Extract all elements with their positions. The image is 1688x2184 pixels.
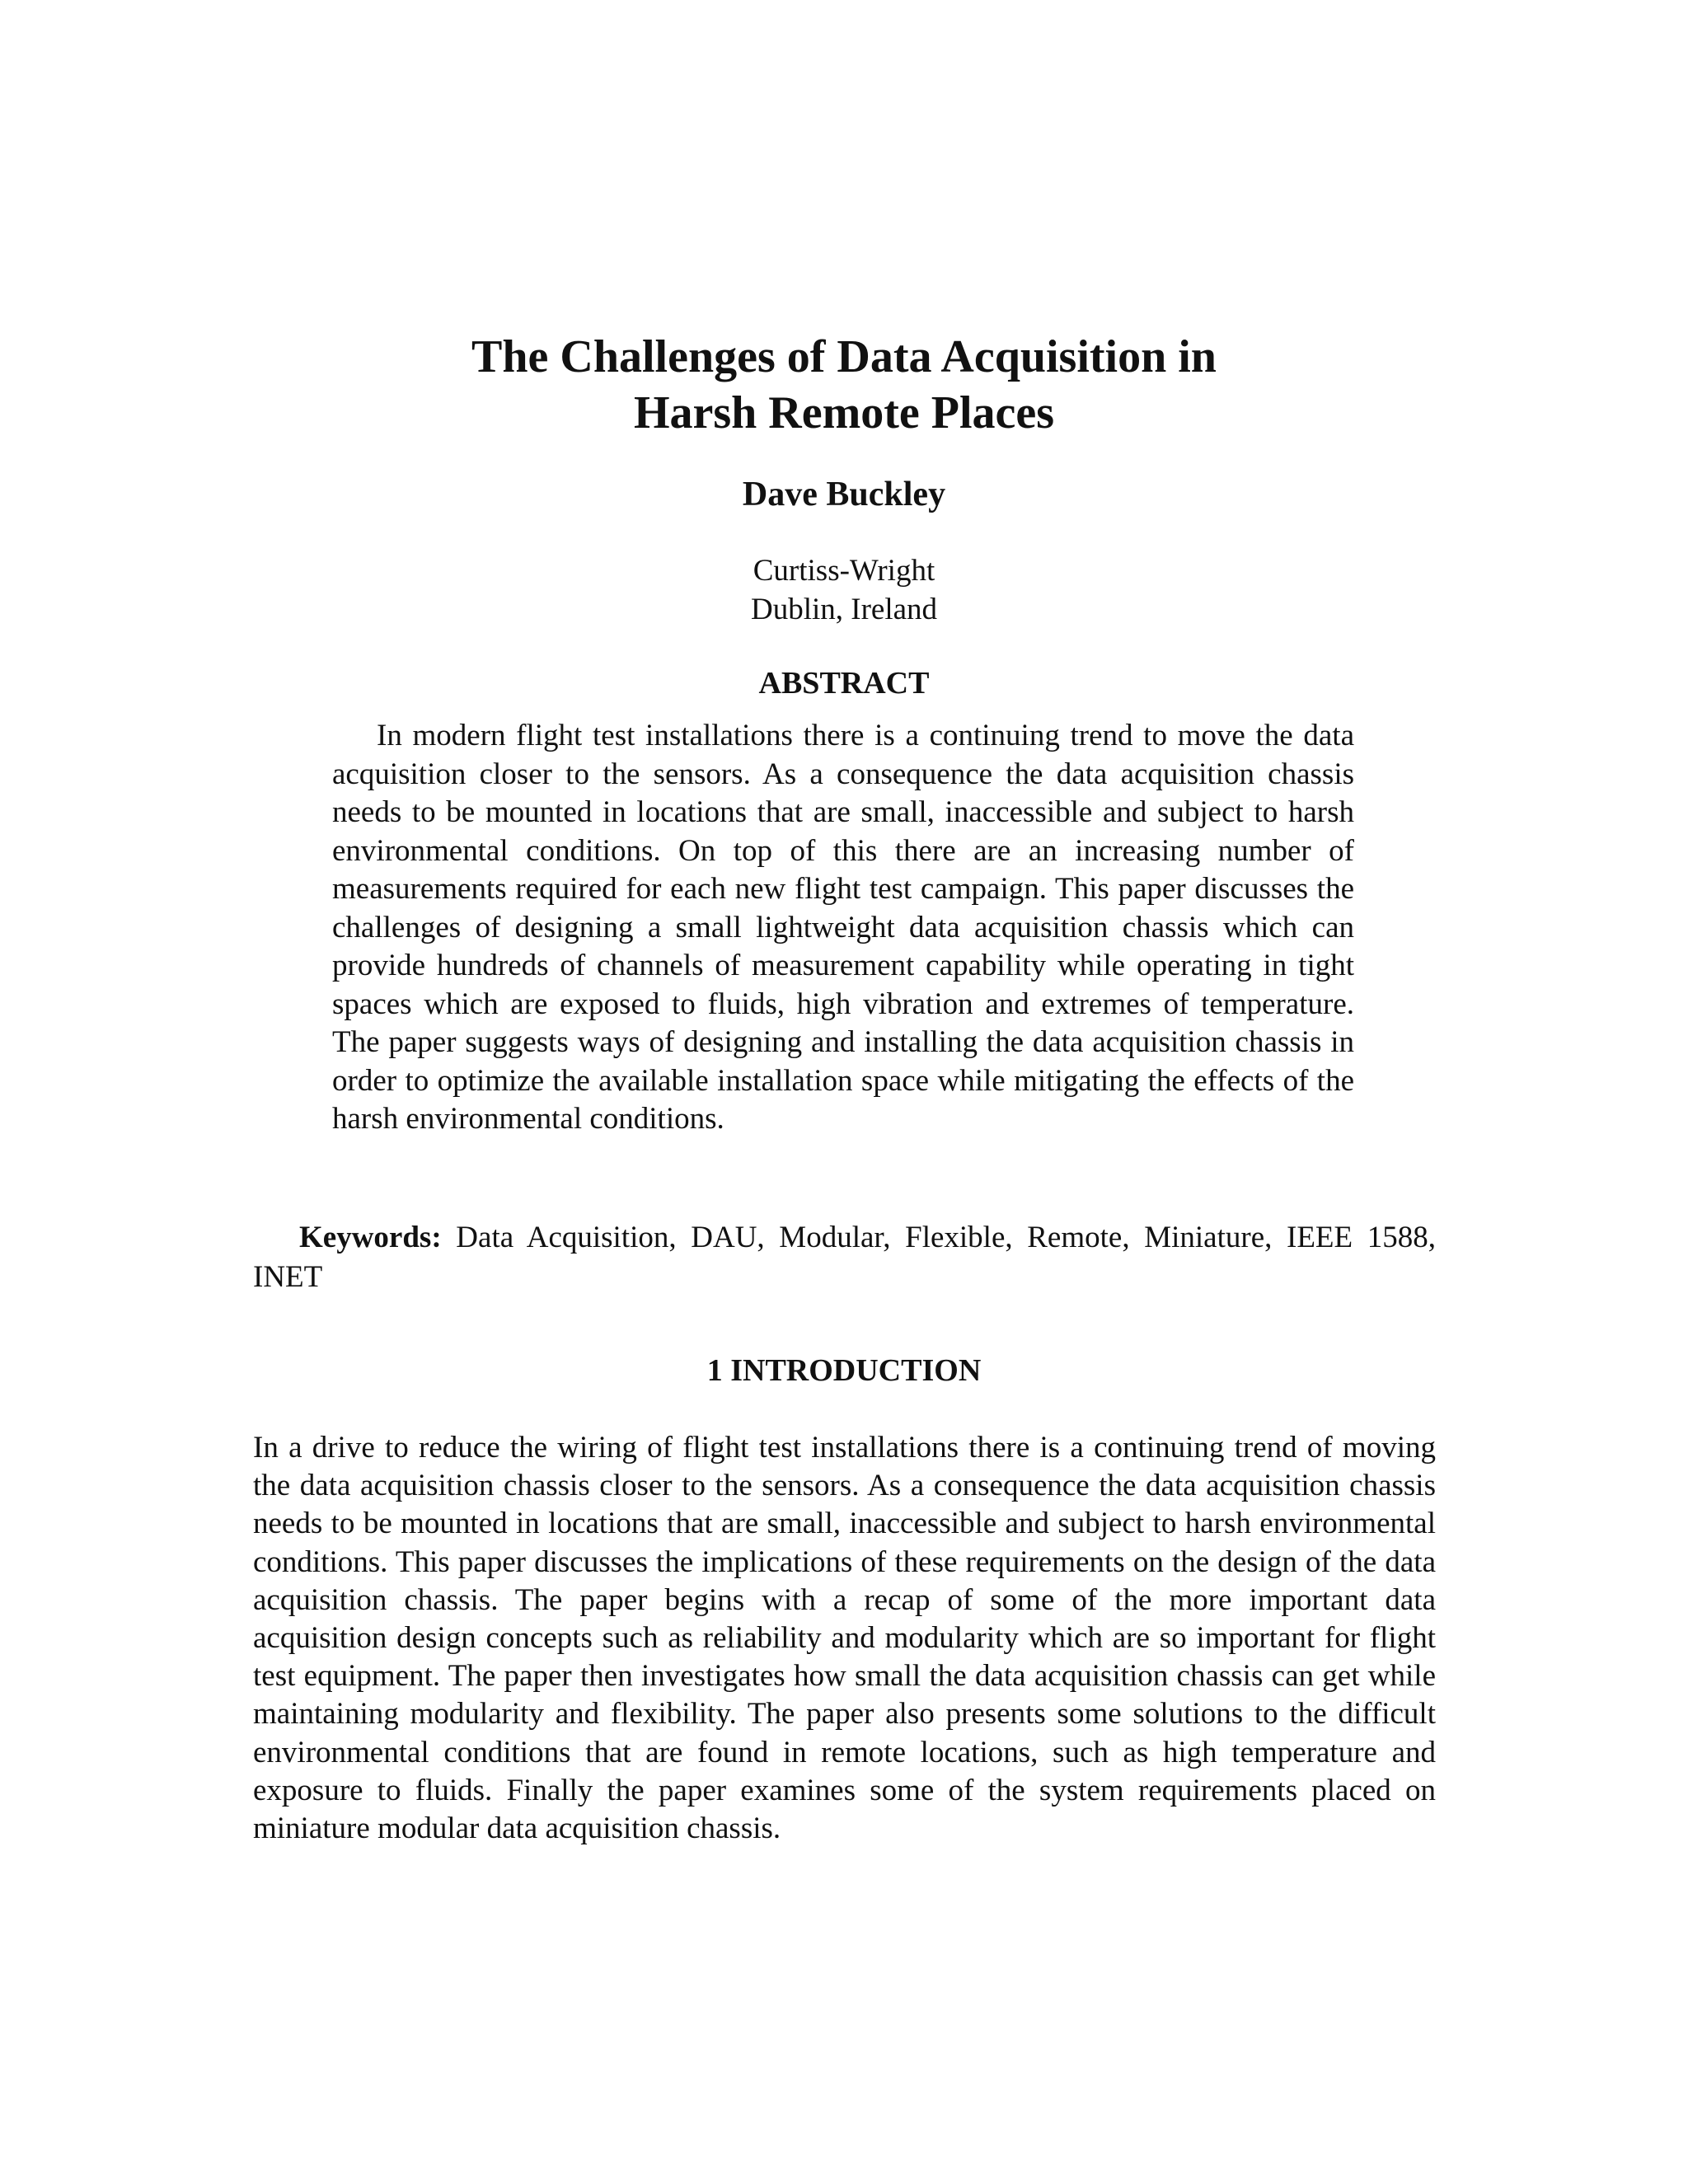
introduction-text: In a drive to reduce the wiring of flight test installations there is a continuing trend of moving the data acquisition chassis closer to the sensors. As a consequence the data acquisition chassis needs to be mounted in locations that are small, inaccessible and subject to harsh environmental conditions. This paper discusses the implications of these requirements on the design of the data acquisition chassis. The paper begins with a recap of some of the more important data acquisition design concepts such as reliability and modularity which are so important for flight test equipment. The paper then investigates how small the data acquisition chassis can get while maintaining modularity and flexibility. The paper also presents some solutions to the difficult environmental conditions that are found in remote locations, such as high temperature and exposure to fluids. Finally the paper examines some of the system requirements placed on miniature modular data acquisition chassis.	[253, 1431, 1436, 1846]
keywords-paragraph	[253, 1218, 1436, 1297]
section-heading-introduction: 1 INTRODUCTION	[706, 1353, 982, 1388]
abstract-heading: ABSTRACT	[758, 666, 930, 701]
paper-title-line-1: The Challenges of Data Acquisition in	[471, 331, 1217, 382]
author-name: Dave Buckley	[742, 476, 946, 513]
abstract-text: In modern flight test installations there is a continuing trend to move the data acquisition closer to the sensors. As a consequence the data acquisition chassis needs to be mounted in locations that are small, inaccessible and subject to harsh environmental conditions. On top of this there are an increasing number of measurements required for each new flight test campaign. This paper discusses the challenges of designing a small lightweight data acquisition chassis which can provide hundreds of channels of measurement capability while operating in tight spaces which are exposed to fluids, high vibration and extremes of temperature. The paper suggests ways of designing and installing the data acquisition chassis in order to optimize the available installation space while mitigating the effects of the harsh environmental conditions.	[332, 719, 1354, 1136]
paper-title-line-2: Harsh Remote Places	[633, 387, 1055, 438]
keywords-label: Keywords:	[299, 1221, 442, 1254]
affiliation-organization: Curtiss-Wright	[753, 554, 935, 588]
affiliation-location: Dublin, Ireland	[750, 593, 938, 626]
keywords-text: Data Acquisition, DAU, Modular, Flexible, Remote, Miniature, IEEE 1588, INET	[253, 1221, 1436, 1294]
